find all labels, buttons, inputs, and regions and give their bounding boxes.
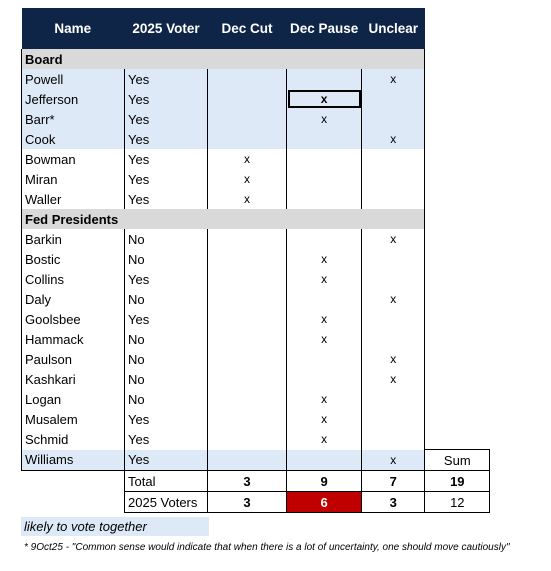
pause-cell[interactable] — [287, 69, 362, 89]
table-row — [22, 450, 490, 471]
pause-cell[interactable]: x — [287, 269, 362, 289]
voters-row — [22, 492, 490, 513]
member-name[interactable]: Bowman — [22, 149, 125, 169]
voter-cell[interactable]: No — [125, 329, 208, 349]
pause-cell[interactable] — [287, 189, 362, 209]
total-label[interactable]: Total — [125, 471, 208, 492]
header-row — [22, 8, 490, 49]
cut-cell[interactable] — [208, 409, 287, 429]
member-name[interactable]: Goolsbee — [22, 309, 125, 329]
cut-cell[interactable]: x — [208, 169, 287, 189]
section-label[interactable]: Fed Presidents — [22, 209, 425, 229]
pause-cell[interactable]: x — [287, 389, 362, 409]
voter-cell[interactable]: Yes — [125, 409, 208, 429]
voter-cell[interactable]: Yes — [125, 269, 208, 289]
cut-cell[interactable] — [208, 269, 287, 289]
table-row — [22, 409, 490, 429]
total-pause[interactable]: 9 — [287, 471, 362, 492]
cut-cell[interactable] — [208, 289, 287, 309]
member-name[interactable]: Musalem — [22, 409, 125, 429]
voter-cell[interactable]: Yes — [125, 450, 208, 471]
member-name[interactable]: Cook — [22, 129, 125, 149]
pause-cell[interactable] — [287, 369, 362, 389]
member-name[interactable]: Paulson — [22, 349, 125, 369]
table-row — [22, 349, 490, 369]
blank-cell — [425, 8, 490, 49]
table-row — [22, 109, 490, 129]
member-name[interactable]: Bostic — [22, 249, 125, 269]
cut-cell[interactable] — [208, 69, 287, 89]
table-row — [22, 309, 490, 329]
pause-cell[interactable] — [287, 169, 362, 189]
cut-cell[interactable] — [208, 429, 287, 450]
voters-sum[interactable]: 12 — [425, 492, 490, 513]
table-row — [22, 129, 490, 149]
voter-cell[interactable]: Yes — [125, 109, 208, 129]
voters-cut[interactable]: 3 — [208, 492, 287, 513]
header-dec-pause[interactable]: Dec Pause — [287, 8, 362, 49]
member-name[interactable]: Williams — [22, 450, 125, 471]
unclear-cell[interactable]: x — [362, 229, 425, 249]
totals-row — [22, 471, 490, 492]
table-row — [22, 229, 490, 249]
table-row — [22, 429, 490, 450]
unclear-cell[interactable]: x — [362, 349, 425, 369]
unclear-cell[interactable] — [362, 409, 425, 429]
voter-cell[interactable]: No — [125, 249, 208, 269]
table-row — [22, 289, 490, 309]
member-name[interactable]: Barr* — [22, 109, 125, 129]
member-name[interactable]: Hammack — [22, 329, 125, 349]
unclear-cell[interactable]: x — [362, 369, 425, 389]
unclear-cell[interactable]: x — [362, 129, 425, 149]
cut-cell[interactable] — [208, 249, 287, 269]
unclear-cell[interactable]: x — [362, 289, 425, 309]
cut-cell[interactable] — [208, 369, 287, 389]
cut-cell[interactable] — [208, 329, 287, 349]
pause-cell[interactable]: x — [287, 409, 362, 429]
header-unclear[interactable]: Unclear — [362, 8, 425, 49]
voter-cell[interactable]: No — [125, 349, 208, 369]
member-name[interactable]: Kashkari — [22, 369, 125, 389]
header-2025-voter[interactable]: 2025 Voter — [125, 8, 208, 49]
pause-cell[interactable] — [287, 129, 362, 149]
voter-cell[interactable]: Yes — [125, 309, 208, 329]
pause-cell[interactable] — [287, 349, 362, 369]
cut-cell[interactable] — [208, 129, 287, 149]
fed-vote-sheet — [21, 8, 490, 513]
unclear-cell[interactable] — [362, 269, 425, 289]
pause-cell[interactable]: x — [287, 429, 362, 450]
voter-cell[interactable]: Yes — [125, 149, 208, 169]
voters-unclear[interactable]: 3 — [362, 492, 425, 513]
pause-cell[interactable] — [287, 149, 362, 169]
cut-cell[interactable]: x — [208, 189, 287, 209]
member-name[interactable]: Jefferson — [22, 89, 125, 109]
vote-table — [21, 8, 490, 513]
unclear-cell[interactable] — [362, 249, 425, 269]
sum-header[interactable]: Sum — [425, 450, 490, 471]
cut-cell[interactable] — [208, 309, 287, 329]
footnote: * 9Oct25 - "Common sense would indicate that when there is a lot of uncertainty, one should move cautiously" — [24, 542, 510, 553]
voter-cell[interactable]: No — [125, 289, 208, 309]
unclear-cell[interactable]: x — [362, 69, 425, 89]
unclear-cell[interactable] — [362, 329, 425, 349]
total-cut[interactable]: 3 — [208, 471, 287, 492]
total-sum[interactable]: 19 — [425, 471, 490, 492]
pause-cell[interactable]: x — [287, 109, 362, 129]
cut-cell[interactable] — [208, 109, 287, 129]
pause-cell[interactable] — [287, 229, 362, 249]
pause-cell[interactable]: x — [287, 249, 362, 269]
header-dec-cut[interactable]: Dec Cut — [208, 8, 287, 49]
voters-pause-highlight[interactable]: 6 — [287, 492, 362, 513]
voter-cell[interactable]: No — [125, 389, 208, 409]
cut-cell[interactable] — [208, 229, 287, 249]
unclear-cell[interactable] — [362, 109, 425, 129]
table-row — [22, 169, 490, 189]
voter-cell[interactable]: Yes — [125, 169, 208, 189]
legend-together: likely to vote together — [21, 517, 209, 536]
member-name[interactable]: Waller — [22, 189, 125, 209]
cut-cell[interactable] — [208, 450, 287, 471]
section-board — [22, 49, 490, 69]
voter-cell[interactable]: Yes — [125, 429, 208, 450]
member-name[interactable]: Collins — [22, 269, 125, 289]
unclear-cell[interactable] — [362, 389, 425, 409]
unclear-cell[interactable] — [362, 149, 425, 169]
voter-cell[interactable]: No — [125, 229, 208, 249]
cut-cell[interactable] — [208, 389, 287, 409]
total-unclear[interactable]: 7 — [362, 471, 425, 492]
table-row — [22, 69, 490, 89]
pause-cell[interactable] — [287, 450, 362, 471]
voter-cell[interactable]: No — [125, 369, 208, 389]
voters-label[interactable]: 2025 Voters — [125, 492, 208, 513]
table-row — [22, 369, 490, 389]
pause-cell[interactable] — [287, 289, 362, 309]
pause-cell[interactable]: x — [287, 309, 362, 329]
cut-cell[interactable] — [208, 89, 287, 109]
member-name[interactable]: Powell — [22, 69, 125, 89]
section-fed-presidents — [22, 209, 490, 229]
table-row — [22, 269, 490, 289]
member-name[interactable]: Barkin — [22, 229, 125, 249]
unclear-cell[interactable] — [362, 309, 425, 329]
cut-cell[interactable]: x — [208, 149, 287, 169]
table-row — [22, 189, 490, 209]
section-label[interactable]: Board — [22, 49, 425, 69]
table-row — [22, 329, 490, 349]
unclear-cell[interactable] — [362, 169, 425, 189]
unclear-cell[interactable] — [362, 429, 425, 450]
member-name[interactable]: Logan — [22, 389, 125, 409]
voter-cell[interactable]: Yes — [125, 89, 208, 109]
member-name[interactable]: Schmid — [22, 429, 125, 450]
pause-cell[interactable]: x — [287, 329, 362, 349]
table-row — [22, 389, 490, 409]
unclear-cell[interactable] — [362, 189, 425, 209]
voter-cell[interactable]: Yes — [125, 69, 208, 89]
selected-cell[interactable]: x — [287, 89, 362, 109]
header-name[interactable]: Name — [22, 8, 125, 49]
member-name[interactable]: Miran — [22, 169, 125, 189]
table-row — [22, 149, 490, 169]
table-row — [22, 249, 490, 269]
member-name[interactable]: Daly — [22, 289, 125, 309]
table-row — [22, 89, 490, 109]
cut-cell[interactable] — [208, 349, 287, 369]
voter-cell[interactable]: Yes — [125, 189, 208, 209]
unclear-cell[interactable] — [362, 89, 425, 109]
voter-cell[interactable]: Yes — [125, 129, 208, 149]
unclear-cell[interactable]: x — [362, 450, 425, 471]
